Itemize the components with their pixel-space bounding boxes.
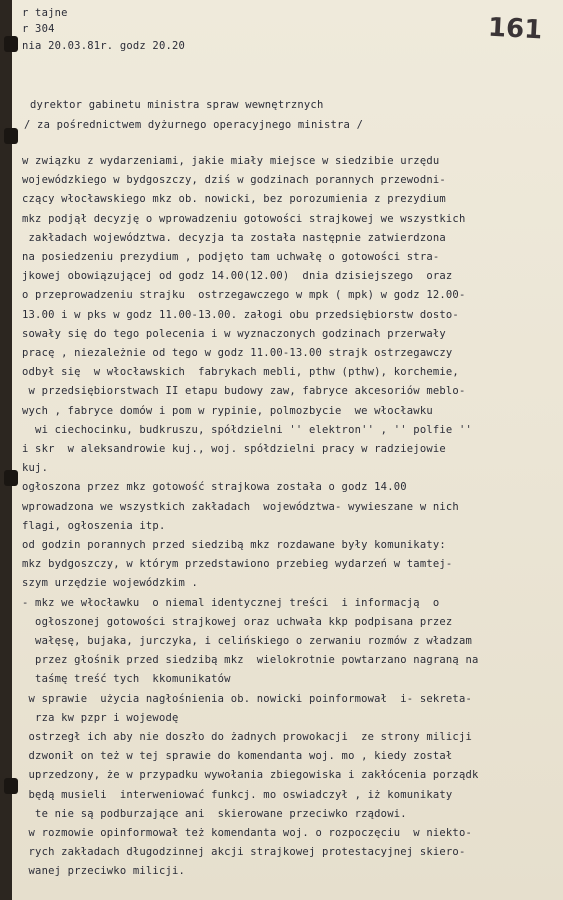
punch-hole [4,128,18,144]
addressee-line: / za pośrednictwem dyżurnego operacyjnego ministra / [24,119,364,131]
body-text-line: dzwonił on też w tej sprawie do komendanta woj. mo , kiedy został [22,750,453,763]
body-text-line: od godzin porannych przed siedzibą mkz rozdawane były komunikaty: [22,539,446,551]
body-text-line: zakładach województwa. decyzja ta została następnie zatwierdzona [22,231,446,244]
body-text-line: przez głośnik przed siedzibą mkz wielokrotnie powtarzano nagraną na [22,654,479,667]
date-line: nia 20.03.81r. godz 20.20 [22,40,186,52]
body-text-line: wi ciechocinku, budkruszu, spółdzielni '' elektron'' , '' polfie '' [22,423,472,436]
body-text-line: 13.00 i w pks w godz 11.00-13.00. załogi obu przedsiębiorstw dosto- [22,308,459,321]
body-text-line: na posiedzeniu prezydium , podjęto tam uchwałę o gotowości stra- [22,251,440,263]
body-text-line: wprowadzona we wszystkich zakładach województwa- wywieszane w nich [22,500,459,513]
body-text-line: rza kw pzpr i wojewodę [22,711,179,724]
body-text-line: taśmę treść tych kkomunikatów [22,673,231,686]
body-text-line: sowały się do tego polecenia i w wyznaczonych godzinach przerwały [22,327,446,340]
handwritten-page-number: 161 [487,12,544,46]
body-text-line: wych , fabryce domów i pom w rypinie, polmozbycie we włocławku [22,404,433,417]
punch-hole [4,778,18,794]
body-text-line: ostrzegł ich aby nie doszło do żadnych prowokacji ze strony milicji [22,731,472,743]
body-text-line: czący włocławskiego mkz ob. nowicki, bez porozumienia z prezydium [22,193,446,206]
body-text-line: w związku z wydarzeniami, jakie miały miejsce w siedzibie urzędu [22,155,440,167]
body-text-line: ogłoszona przez mkz gotowość strajkowa została o godz 14.00 [22,481,407,494]
body-text-line: rych zakładach długodzinnej akcji strajkowej protestacyjnej skiero- [22,846,466,859]
body-text-line: wałęsę, bujaka, jurczyka, i celińskiego o zerwaniu rozmów z władzam [22,635,472,647]
body-text-line: - mkz we włocławku o niemal identycznej treści i informacją o [22,596,440,609]
addressee-line: dyrektor gabinetu ministra spraw wewnętrznych [30,99,324,111]
body-text-line: flagi, ogłoszenia itp. [22,519,166,532]
body-text-line: mkz podjął decyzję o wprowadzeniu gotowości strajkowej we wszystkich [22,212,466,225]
punch-hole [4,36,18,52]
body-text-line: wanej przeciwko milicji. [22,865,186,878]
body-text-line: ogłoszonej gotowości strajkowej oraz uchwała kkp podpisana przez [22,615,453,628]
body-text-line: te nie są podburzające ani skierowane przeciwko rządowi. [22,807,407,820]
body-text-line: mkz bydgoszczy, w którym przedstawiono przebieg wydarzeń w tamtej- [22,558,453,571]
classification-line: r tajne [22,7,68,19]
body-text-line: w rozmowie opinformował też komendanta woj. o rozpoczęciu w niekto- [22,827,472,839]
body-text-line: w sprawie użycia nagłośnienia ob. nowicki poinformował i- sekreta- [22,692,472,705]
body-text-line: będą musieli interweniować funkcj. mo oswiadczył , iż komunikaty [22,788,453,801]
body-text-line: odbył się w włocławskich fabrykach mebli, pthw (pthw), korchemie, [22,366,459,379]
punch-hole [4,470,18,486]
body-text-line: w przedsiębiorstwach II etapu budowy zaw, fabryce akcesoriów meblo- [22,385,466,398]
body-text-line: pracę , niezależnie od tego w godz 11.00-13.00 strajk ostrzegawczy [22,347,453,359]
body-text-line: jkowej obowiązującej od godz 14.00(12.00) dnia dzisiejszego oraz [22,270,453,283]
body-text-line: szym urzędzie wojewódzkim . [22,577,199,590]
body-text-line: wojewódzkiego w bydgoszczy, dziś w godzinach porannych przewodni- [22,174,446,187]
body-text-line: uprzedzony, że w przypadku wywołania zbiegowiska i zakłócenia porządk [22,769,479,782]
number-line: r 304 [22,23,55,35]
body-text-line: kuj. [22,462,49,475]
body-text-line: o przeprowadzeniu strajku ostrzegawczego w mpk ( mpk) w godz 12.00- [22,289,466,302]
body-text-line: i skr w aleksandrowie kuj., woj. spółdzielni pracy w radziejowie [22,443,446,455]
